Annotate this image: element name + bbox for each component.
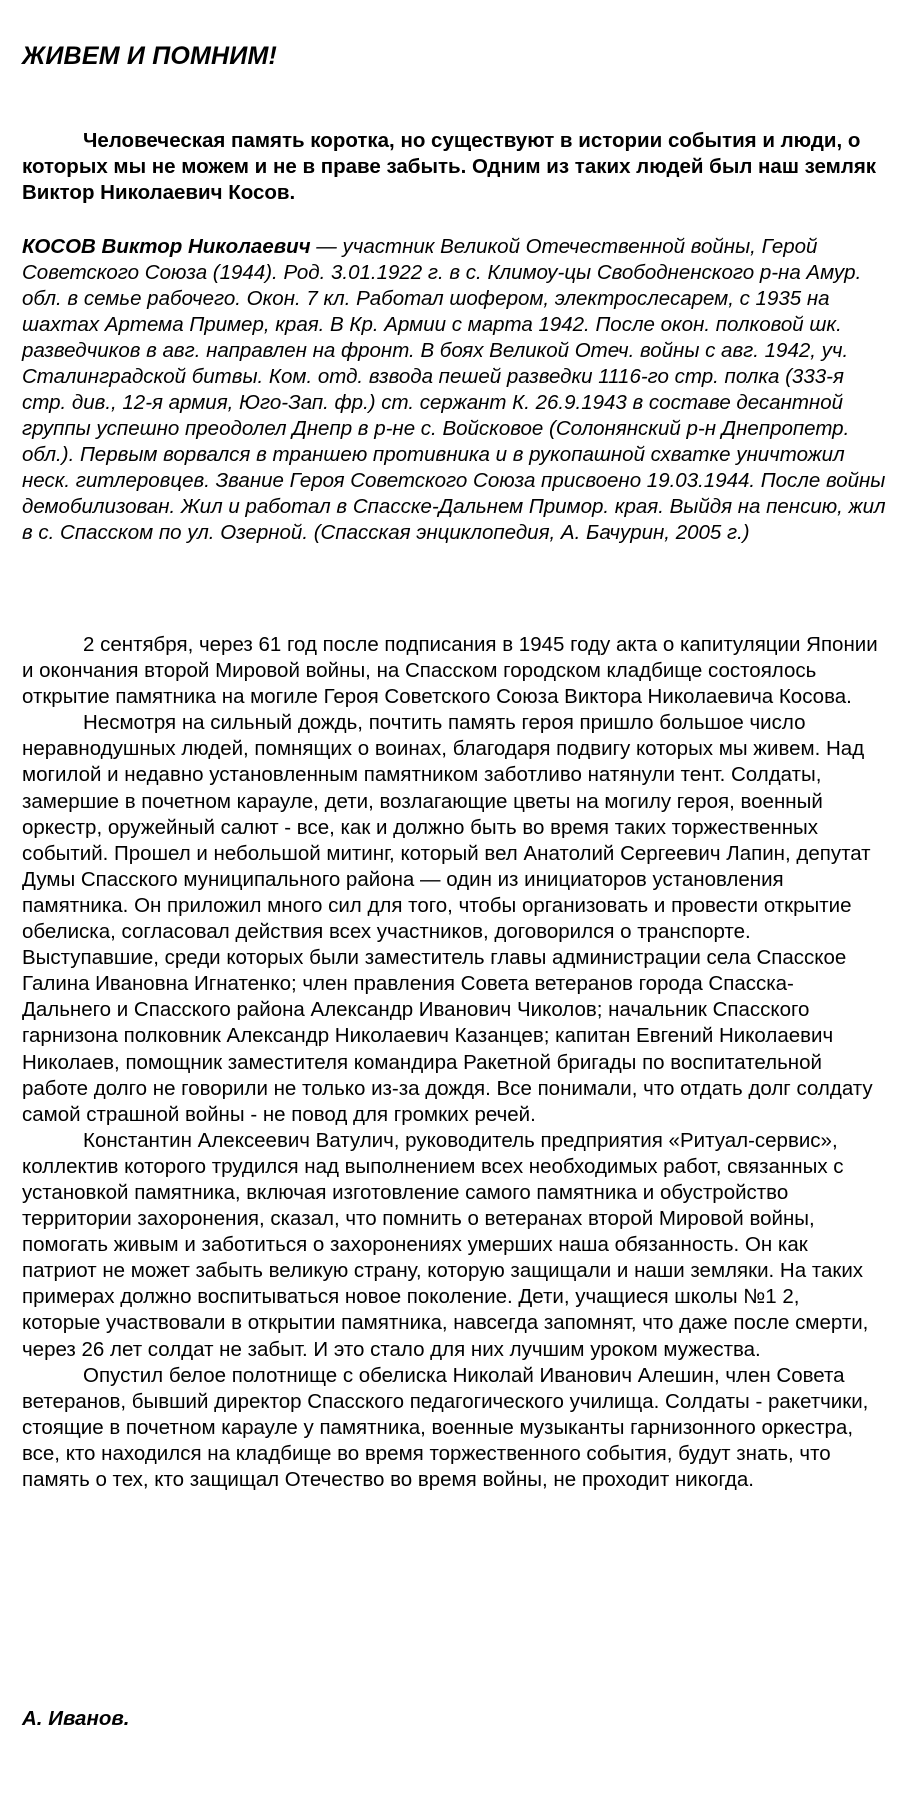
article-title: ЖИВЕМ И ПОМНИМ!: [22, 42, 278, 70]
hero-biography: [22, 234, 892, 546]
body-paragraph: Константин Алексеевич Ватулич, руководитель предприятия «Ритуал-сервис», коллектив которого трудился над выполнением всех необходимых работ, связанных с установкой памятника, включая изготовление самого памятника и обустройство территории захоронения, сказал, что помнить о ветеранах второй Мировой войны, помогать живым и заботиться о захоронениях умерших наша обязанность. Он как патриот не может забыть великую страну, которую защищали и наши земляки. На таких примерах должно воспитываться новое поколение. Дети, учащиеся школы №1 2, которые участвовали в открытии памятника, навсегда запомнят, что даже после смерти, через 26 лет солдат не забыт. И это стало для них лучшим уроком мужества.: [22, 1128, 869, 1361]
article-lead: Человеческая память коротка, но существуют в истории события и люди, о которых мы не можем и не в праве забыть. Одним из таких людей был наш земляк Виктор Николаевич Косов.: [22, 129, 877, 204]
author-signature: А. Иванов.: [22, 1707, 130, 1730]
body-paragraph: 2 сентября, через 61 год после подписания в 1945 году акта о капитуляции Японии и окончания второй Мировой войны, на Спасском городском кладбище состоялось открытие памятника на могиле Героя Советского Союза Виктора Николаевича Косова.: [22, 633, 878, 709]
body-paragraph: Несмотря на сильный дождь, почтить память героя пришло большое число неравнодушных людей, помнящих о воинах, благодаря подвигу которых мы живем. Над могилой и недавно установленным памятником заботливо натянули тент. Солдаты, замершие в почетном карауле, дети, возлагающие цветы на могилу героя, военный оркестр, оружейный салют - все, как и должно быть во время таких торжественных событий. Прошел и небольшой митинг, который вел Анатолий Сергеевич Лапин, депутат Думы Спасского муниципального района — один из инициаторов установления памятника. Он приложил много сил для того, чтобы организовать и провести открытие обелиска, согласовал действия всех участников, договорился о транспорте. Выступавшие, среди которых были заместитель главы администрации села Спасское Галина Ивановна Игнатенко; член правления Совета ветеранов города Спасска-Дальнего и Спасского района Александр Иванович Чиколов; начальник Спасского гарнизона полковник Александр Николаевич Казанцев; капитан Евгений Николаевич Николаев, помощник заместителя командира Ракетной бригады по воспитательной работе долго не говорили не только из-за дождя. Все понимали, что отдать долг солдату самой страшной войны - не повод для громких речей.: [22, 711, 873, 1126]
article-body: [22, 632, 882, 1493]
hero-biography-text: — участник Великой Отечественной войны, Герой Советского Союза (1944). Род. 3.01.1922 г. в с. Климоу-цы Свободненского р-на Амур. обл. в семье рабочего. Окон. 7 кл. Работал шофером, электрослесарем, с 1935 на шахтах Артема Пример, края. В Кр. Армии с марта 1942. После окон. полковой шк. разведчиков в авг. направлен на фронт. В боях Великой Отеч. войны с авг. 1942, уч. Сталинградской битвы. Ком. отд. взвода пешей разведки 1116-го стр. полка (333-я стр. див., 12-я армия, Юго-Зап. фр.) ст. сержант К. 26.9.1943 в составе десантной группы успешно преодолел Днепр в р-не с. Войсковое (Солонянский р-н Днепропетр. обл.). Первым ворвался в траншею противника и в рукопашной схватке уничтожил неск. гитлеровцев. Звание Героя Советского Союза присвоено 19.03.1944. После войны демобилизован. Жил и работал в Спасске-Дальнем Примор. края. Выйдя на пенсию, жил в с. Спасском по ул. Озерной. (Спасская энциклопедия, А. Бачурин, 2005 г.): [22, 235, 886, 544]
body-paragraph: Опустил белое полотнище с обелиска Николай Иванович Алешин, член Совета ветеранов, бывший директор Спасского педагогического училища. Солдаты - ракетчики, стоящие в почетном карауле у памятника, военные музыканты гарнизонного оркестра, все, кто находился на кладбище во время торжественного события, будут знать, что память о тех, кто защищал Отечество во время войны, не проходит никогда.: [22, 1363, 869, 1491]
hero-name: КОСОВ Виктор Николаевич: [22, 235, 311, 258]
